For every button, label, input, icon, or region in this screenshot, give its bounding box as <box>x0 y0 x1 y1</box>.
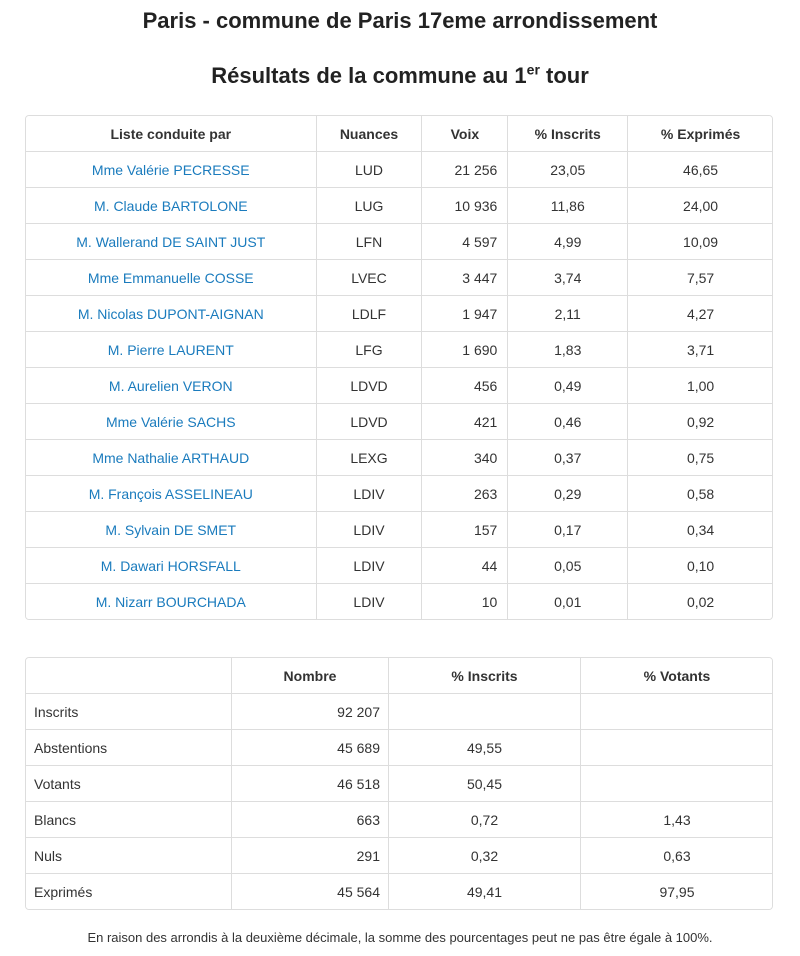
stat-pct-votants: 1,43 <box>581 802 774 838</box>
candidate-name[interactable]: Mme Valérie PECRESSE <box>26 152 317 188</box>
stat-label: Blancs <box>26 802 232 838</box>
header-liste: Liste conduite par <box>26 116 317 152</box>
nuance-cell: LEXG <box>316 440 422 476</box>
nuance-cell: LDVD <box>316 368 422 404</box>
voix-cell: 44 <box>422 548 508 584</box>
voix-cell: 4 597 <box>422 224 508 260</box>
voix-cell: 1 690 <box>422 332 508 368</box>
stat-pct-votants: 0,63 <box>581 838 774 874</box>
stat-pct-inscrits: 49,41 <box>389 874 581 910</box>
header-voix: Voix <box>422 116 508 152</box>
pct-inscrits-cell: 2,11 <box>508 296 628 332</box>
header-pct-votants: % Votants <box>581 658 774 694</box>
stat-pct-inscrits: 49,55 <box>389 730 581 766</box>
pct-inscrits-cell: 11,86 <box>508 188 628 224</box>
candidate-name[interactable]: M. Pierre LAURENT <box>26 332 317 368</box>
table-row <box>26 332 774 368</box>
table-row <box>26 368 774 404</box>
pct-exprimes-cell: 0,34 <box>628 512 773 548</box>
voix-cell: 340 <box>422 440 508 476</box>
voix-cell: 421 <box>422 404 508 440</box>
pct-inscrits-cell: 0,29 <box>508 476 628 512</box>
table-row <box>26 512 774 548</box>
stat-nombre: 45 564 <box>232 874 389 910</box>
pct-exprimes-cell: 4,27 <box>628 296 773 332</box>
nuance-cell: LVEC <box>316 260 422 296</box>
voix-cell: 21 256 <box>422 152 508 188</box>
header-pct-inscrits: % Inscrits <box>389 658 581 694</box>
stat-label: Nuls <box>26 838 232 874</box>
pct-exprimes-cell: 46,65 <box>628 152 773 188</box>
candidate-name[interactable]: M. Sylvain DE SMET <box>26 512 317 548</box>
pct-exprimes-cell: 3,71 <box>628 332 773 368</box>
pct-inscrits-cell: 0,01 <box>508 584 628 620</box>
table-row <box>26 296 774 332</box>
pct-inscrits-cell: 0,05 <box>508 548 628 584</box>
results-heading-sup: er <box>526 61 540 78</box>
results-table-container <box>25 115 773 620</box>
pct-exprimes-cell: 0,92 <box>628 404 773 440</box>
pct-inscrits-cell: 0,49 <box>508 368 628 404</box>
pct-inscrits-cell: 23,05 <box>508 152 628 188</box>
voix-cell: 10 <box>422 584 508 620</box>
nuance-cell: LUD <box>316 152 422 188</box>
table-row <box>26 260 774 296</box>
candidate-name[interactable]: M. Nicolas DUPONT-AIGNAN <box>26 296 317 332</box>
candidate-name[interactable]: M. François ASSELINEAU <box>26 476 317 512</box>
stat-nombre: 45 689 <box>232 730 389 766</box>
pct-inscrits-cell: 3,74 <box>508 260 628 296</box>
candidate-name[interactable]: M. Claude BARTOLONE <box>26 188 317 224</box>
table-row <box>26 584 774 620</box>
header-pct-inscrits: % Inscrits <box>508 116 628 152</box>
stat-label: Abstentions <box>26 730 232 766</box>
results-heading-main: Résultats de la commune au 1 <box>211 63 527 88</box>
nuance-cell: LDIV <box>316 548 422 584</box>
results-heading-end: tour <box>539 63 589 88</box>
stat-nombre: 46 518 <box>232 766 389 802</box>
pct-inscrits-cell: 4,99 <box>508 224 628 260</box>
voix-cell: 1 947 <box>422 296 508 332</box>
pct-inscrits-cell: 1,83 <box>508 332 628 368</box>
nuance-cell: LDIV <box>316 584 422 620</box>
table-row <box>26 802 774 838</box>
stat-nombre: 92 207 <box>232 694 389 730</box>
results-header-row <box>26 116 774 152</box>
candidate-name[interactable]: Mme Valérie SACHS <box>26 404 317 440</box>
nuance-cell: LDVD <box>316 404 422 440</box>
pct-exprimes-cell: 0,75 <box>628 440 773 476</box>
nuance-cell: LFN <box>316 224 422 260</box>
results-heading <box>0 63 800 89</box>
voix-cell: 456 <box>422 368 508 404</box>
pct-inscrits-cell: 0,46 <box>508 404 628 440</box>
stat-label: Exprimés <box>26 874 232 910</box>
table-row <box>26 838 774 874</box>
nuance-cell: LFG <box>316 332 422 368</box>
nuance-cell: LDIV <box>316 476 422 512</box>
table-row <box>26 766 774 802</box>
table-row <box>26 224 774 260</box>
voix-cell: 157 <box>422 512 508 548</box>
pct-exprimes-cell: 1,00 <box>628 368 773 404</box>
voix-cell: 263 <box>422 476 508 512</box>
pct-exprimes-cell: 0,02 <box>628 584 773 620</box>
candidate-name[interactable]: Mme Nathalie ARTHAUD <box>26 440 317 476</box>
table-row <box>26 404 774 440</box>
header-pct-exprimes: % Exprimés <box>628 116 773 152</box>
candidate-name[interactable]: Mme Emmanuelle COSSE <box>26 260 317 296</box>
pct-exprimes-cell: 10,09 <box>628 224 773 260</box>
stat-label: Inscrits <box>26 694 232 730</box>
table-row <box>26 440 774 476</box>
pct-exprimes-cell: 0,58 <box>628 476 773 512</box>
stats-header-row <box>26 658 774 694</box>
nuance-cell: LUG <box>316 188 422 224</box>
nuance-cell: LDIV <box>316 512 422 548</box>
table-row <box>26 188 774 224</box>
stat-pct-inscrits <box>389 694 581 730</box>
header-empty <box>26 658 232 694</box>
stat-pct-votants <box>581 730 774 766</box>
candidate-name[interactable]: M. Dawari HORSFALL <box>26 548 317 584</box>
header-nuances: Nuances <box>316 116 422 152</box>
voix-cell: 10 936 <box>422 188 508 224</box>
footnote: En raison des arrondis à la deuxième décimale, la somme des pourcentages peut ne pas être égale à 100%. <box>87 930 713 945</box>
pct-exprimes-cell: 24,00 <box>628 188 773 224</box>
stats-table <box>25 657 773 910</box>
page-title: Paris - commune de Paris 17eme arrondissement <box>142 8 658 33</box>
stat-pct-inscrits: 0,32 <box>389 838 581 874</box>
stat-pct-votants <box>581 766 774 802</box>
stat-nombre: 291 <box>232 838 389 874</box>
table-row <box>26 730 774 766</box>
table-row <box>26 476 774 512</box>
table-row <box>26 152 774 188</box>
table-row <box>26 548 774 584</box>
stat-pct-inscrits: 0,72 <box>389 802 581 838</box>
pct-inscrits-cell: 0,37 <box>508 440 628 476</box>
stat-nombre: 663 <box>232 802 389 838</box>
results-table <box>25 115 773 620</box>
voix-cell: 3 447 <box>422 260 508 296</box>
pct-exprimes-cell: 7,57 <box>628 260 773 296</box>
candidate-name[interactable]: M. Nizarr BOURCHADA <box>26 584 317 620</box>
nuance-cell: LDLF <box>316 296 422 332</box>
pct-inscrits-cell: 0,17 <box>508 512 628 548</box>
stat-pct-votants: 97,95 <box>581 874 774 910</box>
table-row <box>26 694 774 730</box>
stat-pct-votants <box>581 694 774 730</box>
stat-label: Votants <box>26 766 232 802</box>
header-nombre: Nombre <box>232 658 389 694</box>
stat-pct-inscrits: 50,45 <box>389 766 581 802</box>
table-row <box>26 874 774 910</box>
pct-exprimes-cell: 0,10 <box>628 548 773 584</box>
candidate-name[interactable]: M. Aurelien VERON <box>26 368 317 404</box>
candidate-name[interactable]: M. Wallerand DE SAINT JUST <box>26 224 317 260</box>
stats-table-container <box>25 657 773 910</box>
